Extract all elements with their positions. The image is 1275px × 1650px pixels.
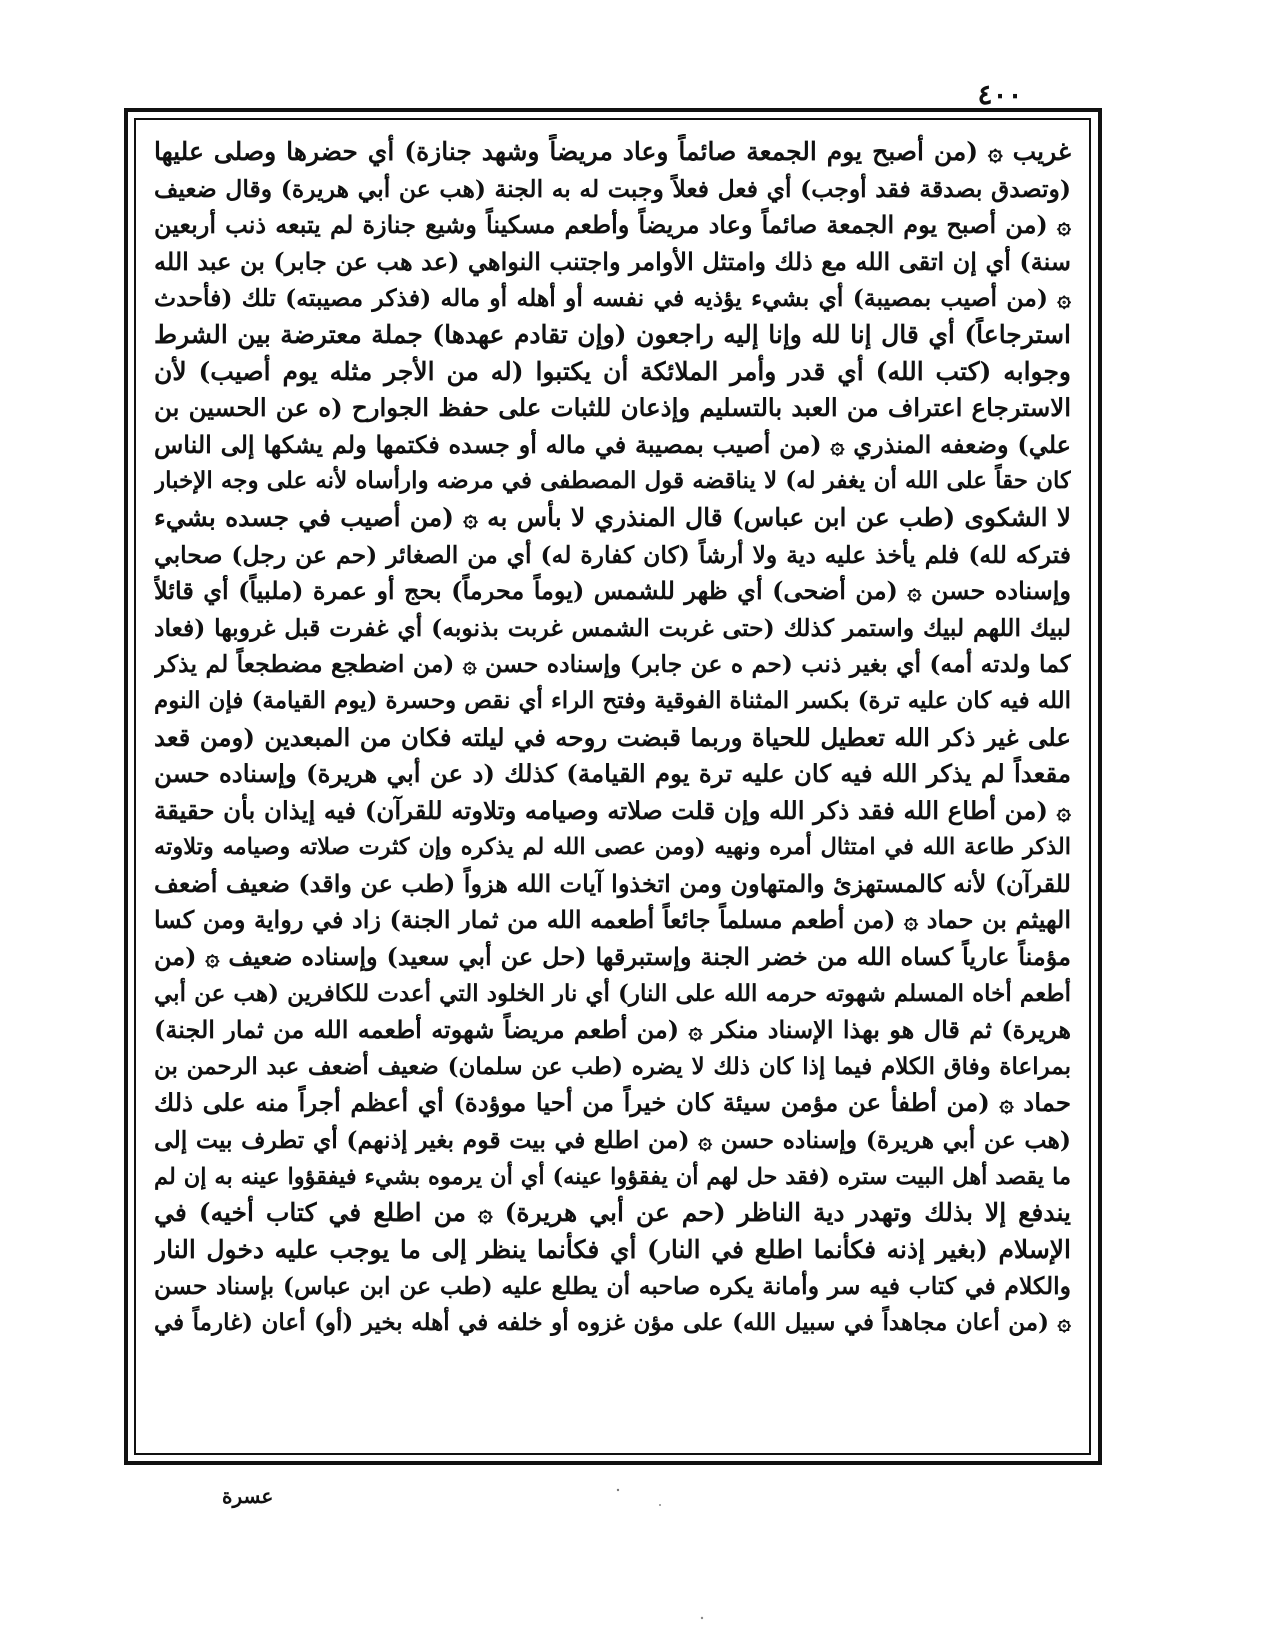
text-line: والكلام في كتاب فيه سر وأمانة يكره صاحبه أن يطلع عليه (طب عن ابن عباس) بإسناد حسن <box>154 1272 1071 1301</box>
text-line: ما يقصد أهل البيت ستره (فقد حل لهم أن يفقؤوا عينه) أي أن يرموه بشيء فيفقؤوا عينه به إن لم <box>154 1163 1071 1190</box>
text-line: الاسترجاع اعتراف من العبد بالتسليم وإذعان للثبات على حفظ الجوارح (ه عن الحسين بن <box>154 393 1071 423</box>
text-line: بمراعاة وفاق الكلام فيما إذا كان ذلك لا يضره (طب عن سلمان) ضعيف أضعف عبد الرحمن بن <box>154 1052 1071 1080</box>
text-line: (وتصدق بصدقة فقد أوجب) أي فعل فعلاً وجبت له به الجنة (هب عن أبي هريرة) وقال ضعيف <box>154 174 1071 203</box>
text-line: حماد ۞ (من أطفأ عن مؤمن سيئة كان خيراً من أحيا موؤدة) أي أعظم أجراً منه على ذلك <box>154 1088 1071 1118</box>
text-line: (هب عن أبي هريرة) وإسناده حسن ۞ (من اطلع في بيت قوم بغير إذنهم) أي تطرف بيت إلى <box>154 1126 1071 1155</box>
page-number: ٤٠٠ <box>977 78 1023 111</box>
text-line: الإسلام (بغير إذنه فكأنما اطلع في النار) أي فكأنما ينظر إلى ما يوجب عليه دخول النار <box>154 1234 1071 1264</box>
text-line: هريرة) ثم قال هو بهذا الإسناد منكر ۞ (من أطعم مريضاً شهوته أطعمه الله من ثمار الجنة) <box>154 1015 1071 1045</box>
text-line: كما ولدته أمه) أي بغير ذنب (حم ه عن جابر) وإسناده حسن ۞ (من اضطجع مضطجعاً لم يذكر <box>154 650 1071 679</box>
text-line: الله فيه كان عليه ترة) بكسر المثناة الفوقية وفتح الراء أي نقص وحسرة (يوم القيامة) فإن النوم <box>154 686 1071 714</box>
text-line: ۞ (من أصبح يوم الجمعة صائماً وعاد مريضاً وأطعم مسكيناً وشيع جنازة لم يتبعه ذنب أربعين <box>154 210 1071 240</box>
text-line: لبيك اللهم لبيك واستمر كذلك (حتى غربت الشمس غربت بذنوبه) أي غفرت قبل غروبها (فعاد <box>154 613 1071 642</box>
text-body <box>154 134 1071 1342</box>
text-line: الهيثم بن حماد ۞ (من أطعم مسلماً جائعاً أطعمه الله من ثمار الجنة) زاد في رواية ومن كسا <box>154 905 1071 935</box>
scan-speck <box>617 1489 619 1491</box>
text-line: لا الشكوى (طب عن ابن عباس) قال المنذري لا بأس به ۞ (من أصيب في جسده بشيء <box>154 502 1071 532</box>
text-line: سنة) أي إن اتقى الله مع ذلك وامتثل الأوامر واجتنب النواهي (عد هب عن جابر) بن عبد الله <box>154 246 1071 276</box>
text-line: غريب ۞ (من أصبح يوم الجمعة صائماً وعاد مريضاً وشهد جنازة) أي حضرها وصلى عليها <box>154 137 1071 166</box>
scan-speck <box>659 1504 661 1506</box>
text-line: وجوابه (كتب الله) أي قدر وأمر الملائكة أن يكتبوا (له من الأجر مثله يوم أصيب) لأن <box>154 356 1071 386</box>
catchword: عسرة <box>222 1484 274 1508</box>
text-line: ۞ (من أطاع الله فقد ذكر الله وإن قلت صلاته وصيامه وتلاوته للقرآن) فيه إيذان بأن حقيقة <box>154 795 1071 825</box>
text-line: الذكر طاعة الله في امتثال أمره ونهيه (ومن عصى الله لم يذكره وإن كثرت صلاته وصيامه وتلاوته <box>154 834 1071 861</box>
page-frame-inner <box>134 118 1091 1455</box>
text-line: وإسناده حسن ۞ (من أضحى) أي ظهر للشمس (يوماً محرماً) بحج أو عمرة (ملبياً) أي قائلاً <box>154 576 1071 606</box>
scan-speck <box>701 1617 703 1619</box>
text-line: استرجاعاً) أي قال إنا لله وإنا إليه راجعون (وإن تقادم عهدها) جملة معترضة بين الشرط <box>154 319 1071 349</box>
text-line: ۞ (من أعان مجاهداً في سبيل الله) على مؤن غزوه أو خلفه في أهله بخير (أو) أعان (غارماً في <box>154 1309 1071 1336</box>
text-line: ۞ (من أصيب بمصيبة) أي بشيء يؤذيه في نفسه أو أهله أو ماله (فذكر مصيبته) تلك (فأحدث <box>154 284 1071 313</box>
text-line: للقرآن) لأنه كالمستهزئ والمتهاون ومن اتخذوا آيات الله هزواً (طب عن واقد) ضعيف أضعف <box>154 868 1071 898</box>
text-line: أطعم أخاه المسلم شهوته حرمه الله على النار) أي نار الخلود التي أعدت للكافرين (هب عن أبي <box>154 979 1071 1007</box>
text-line: علي) وضعفه المنذري ۞ (من أصيب بمصيبة في ماله أو جسده فكتمها ولم يشكها إلى الناس <box>154 429 1071 459</box>
text-line: فتركه لله) فلم يأخذ عليه دية ولا أرشاً (كان كفارة له) أي من الصغائر (حم عن رجل) صحابي <box>154 540 1071 569</box>
text-line: مقعداً لم يذكر الله فيه كان عليه ترة يوم القيامة) كذلك (د عن أبي هريرة) وإسناده حسن <box>154 759 1071 789</box>
text-line: مؤمناً عارياً كساه الله من خضر الجنة وإستبرقها (حل عن أبي سعيد) وإسناده ضعيف ۞ (من <box>154 942 1071 972</box>
text-line: كان حقاً على الله أن يغفر له) لا يناقضه قول المصطفى في مرضه وارأساه لأنه على وجه الإخبار <box>154 467 1071 495</box>
text-line: على غير ذكر الله تعطيل للحياة وربما قبضت روحه في ليلته فكان من المبعدين (ومن قعد <box>154 722 1071 752</box>
text-line: يندفع إلا بذلك وتهدر دية الناظر (حم عن أبي هريرة) ۞ من اطلع في كتاب أخيه) في <box>154 1198 1071 1228</box>
